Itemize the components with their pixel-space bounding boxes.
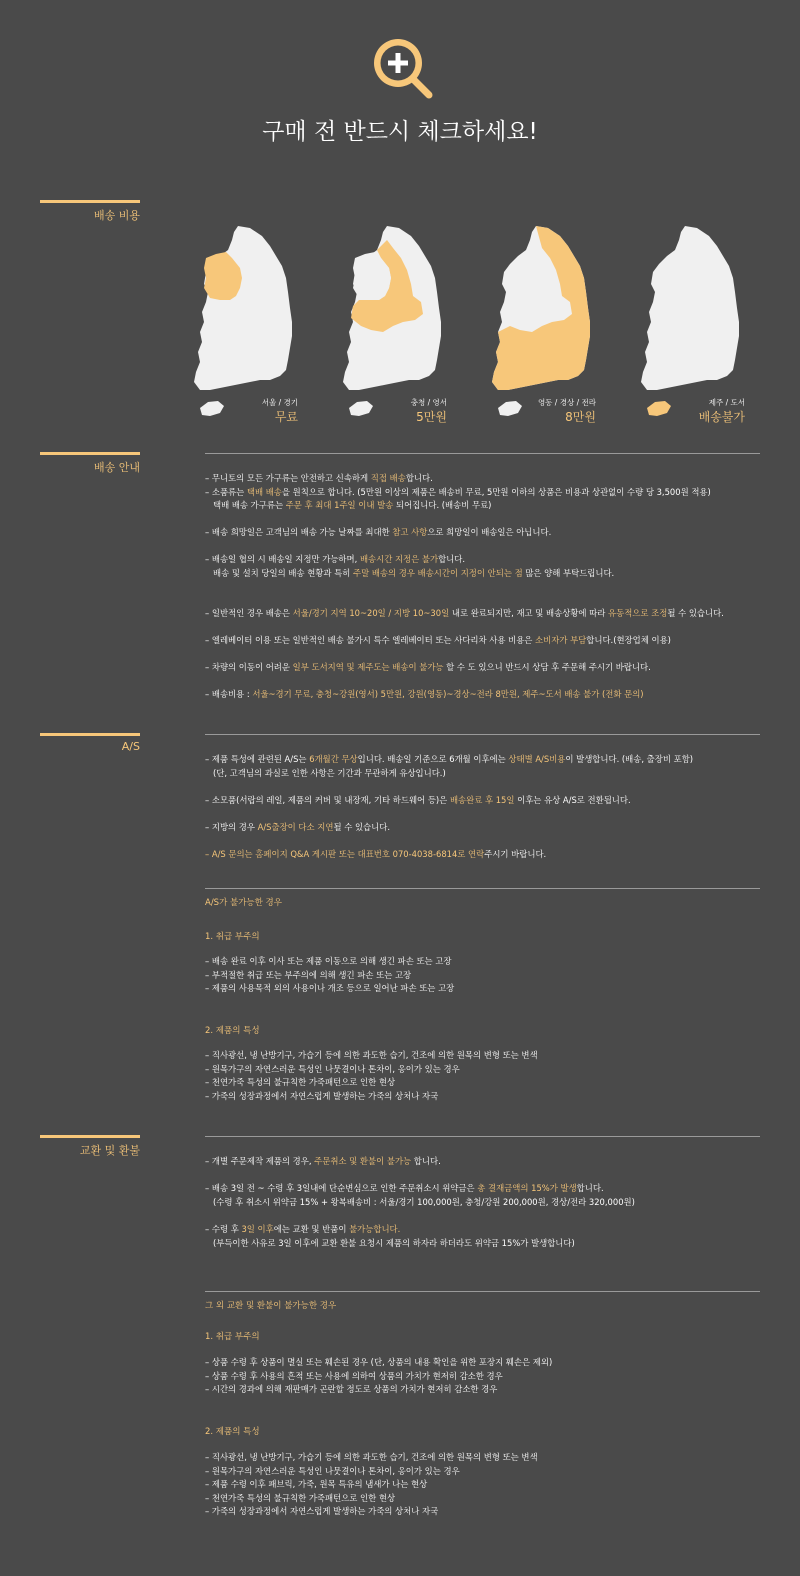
- highlight-text: – A/S 문의는 홈페이지 Q&A 게시판 또는 대표번호 070-4038-6814로 연락: [205, 849, 485, 859]
- highlight-text: 소비자가 부담: [535, 635, 587, 645]
- body-text: – 제품 수령 이후 패브릭, 가죽, 원목 특유의 냄새가 나는 현상: [205, 1479, 428, 1489]
- highlight-text: 불가능합니다.: [349, 1224, 401, 1234]
- map-jeju-islands: [639, 222, 749, 432]
- section-divider: [205, 734, 760, 735]
- body-text: – 상품 수령 후 사용의 흔적 또는 사용에 의하여 상품의 가치가 현저히 감소한 경우: [205, 1370, 503, 1381]
- text-line: [205, 1049, 765, 1063]
- text-line: [205, 1090, 765, 1104]
- exchange-p2: [205, 1182, 765, 1209]
- exchange-group1-list: [205, 1356, 765, 1397]
- exchange-group2-list: [205, 1451, 765, 1519]
- body-text: – 지방의 경우: [205, 822, 258, 832]
- body-text: – 배송비용 :: [205, 689, 253, 699]
- body-text: (단, 고객님의 과실로 인한 사항은 기간과 무관하게 유상입니다.): [205, 767, 446, 778]
- map-region-label: 제주 / 도서: [708, 398, 745, 407]
- section-divider: [205, 1291, 760, 1292]
- section-label-exchange: 교환 및 환불: [40, 1135, 140, 1158]
- text-line: [205, 1063, 765, 1077]
- text-line: [205, 955, 765, 969]
- text-line: [205, 1465, 765, 1479]
- page-title: 구매 전 반드시 체크하세요!: [262, 119, 538, 145]
- text-line: [205, 1505, 765, 1519]
- body-text: – 원목가구의 자연스러운 특성인 나뭇결이나 톤차이, 옹이가 있는 경우: [205, 1063, 460, 1074]
- body-text: 에는 교환 및 반품이: [273, 1224, 350, 1234]
- body-text: – 수령 후: [205, 1224, 242, 1234]
- body-text: 될 수 있습니다.: [667, 608, 724, 618]
- shipping-info-p3: [205, 553, 765, 580]
- highlight-text: 참고 사항: [392, 527, 428, 537]
- body-text: – 차량의 이동이 어려운: [205, 662, 293, 672]
- exchange-unavailable-title: 그 외 교환 및 환불이 불가능한 경우: [205, 1301, 337, 1311]
- body-text: 될 수 있습니다.: [333, 822, 390, 832]
- body-text: – 가죽의 성장과정에서 자연스럽게 발생하는 가죽의 상처나 자국: [205, 1506, 439, 1516]
- text-line: [205, 567, 765, 581]
- as-unavailable-title: A/S가 불가능한 경우: [205, 898, 282, 908]
- body-text: 내로 완료되지만, 재고 및 배송상황에 따라: [449, 608, 609, 618]
- shipping-info-p4: [205, 607, 765, 621]
- highlight-text: 주말 배송의 경우 배송시간이 지정이 안되는 점: [352, 567, 523, 578]
- body-text: – 엘레베이터 이용 또는 일반적인 배송 불가시 특수 엘레베이터 또는 사다리차 사용 비용은: [205, 635, 536, 645]
- body-text: – 시간의 경과에 의해 재판매가 곤란할 정도로 상품의 가치가 현저히 감소한 경우: [205, 1384, 498, 1394]
- text-line: [205, 499, 765, 513]
- magnifier-plus-icon: [372, 38, 436, 102]
- text-line: [205, 753, 765, 767]
- highlight-text: 배송시간 지정은 불가: [359, 554, 439, 564]
- text-line: [205, 1237, 765, 1251]
- body-text: 이 발생합니다. (배송, 출장비 포함): [565, 754, 694, 764]
- text-line: [205, 486, 765, 500]
- body-text: 배송 및 설치 당일의 배송 현황과 특히: [205, 567, 353, 578]
- text-line: [205, 607, 765, 621]
- text-line: [205, 1478, 765, 1492]
- text-line: [205, 472, 765, 486]
- highlight-text: 택배 배송: [246, 486, 282, 497]
- text-line: [205, 553, 765, 567]
- body-text: 많은 양해 부탁드립니다.: [522, 567, 615, 578]
- map-price-label: 5만원: [416, 410, 447, 424]
- body-text: – 가죽의 성장과정에서 자연스럽게 발생하는 가죽의 상처나 자국: [205, 1090, 439, 1101]
- section-label-shipping-info: 배송 안내: [40, 452, 140, 475]
- map-price-label: 배송불가: [698, 410, 745, 424]
- shipping-info-p7: [205, 688, 765, 702]
- as-p1: [205, 753, 765, 780]
- body-text: 합니다.: [405, 473, 433, 483]
- body-text: 택배 배송 가구류는: [205, 500, 286, 510]
- body-text: – 원목가구의 자연스러운 특성인 나뭇결이나 톤차이, 옹이가 있는 경우: [205, 1465, 460, 1476]
- body-text: 합니다.: [438, 554, 466, 564]
- body-text: 되어집니다. (배송비 무료): [393, 500, 492, 510]
- highlight-text: 상태별 A/S비용: [508, 754, 566, 764]
- section-label-shipping-cost: 배송 비용: [40, 200, 140, 223]
- section-divider: [205, 453, 760, 454]
- body-text: – 배송 3일 전 ~ 수령 후 3일내에 단순변심으로 인한 주문취소시 위약금은: [205, 1183, 478, 1193]
- body-text: – 직사광선, 냉 난방기구, 가습기 등에 의한 과도한 습기, 건조에 의한 원목의 변형 또는 변색: [205, 1050, 538, 1060]
- body-text: – 일반적인 경우 배송은: [205, 608, 293, 618]
- body-text: 합니다.(현장업체 이용): [586, 635, 671, 645]
- exchange-p1: [205, 1155, 765, 1169]
- body-text: 이후는 유상 A/S로 전환됩니다.: [514, 795, 631, 805]
- text-line: [205, 1182, 765, 1196]
- text-line: [205, 848, 765, 862]
- body-text: 합니다.: [576, 1183, 604, 1193]
- page-header: [0, 0, 800, 160]
- exchange-p3: [205, 1223, 765, 1250]
- body-text: – 개별 주문제작 제품의 경우,: [205, 1156, 315, 1166]
- section-label-as: A/S: [40, 733, 140, 753]
- body-text: – 소품류는: [205, 486, 247, 497]
- body-text: – 제품 특성에 관련된 A/S는: [205, 754, 310, 764]
- highlight-text: 총 결재금액의 15%가 발생: [477, 1183, 577, 1193]
- highlight-text: A/S출장이 다소 지연: [257, 822, 334, 832]
- body-text: 을 원칙으로 합니다. (5만원 이상의 제품은 배송비 무료, 5만원 이하의 상품은 비용과 상관없이 수량 당 3,500원 적용): [281, 486, 711, 497]
- highlight-text: 주문취소 및 환불이 불가능: [314, 1156, 412, 1166]
- text-line: [205, 1370, 765, 1384]
- highlight-text: 서울~경기 무료, 충청~강원(영서) 5만원, 강원(영동)~경상~전라 8만원, 제주~도서 배송 불가 (전화 문의): [252, 689, 644, 699]
- as-p4: [205, 848, 765, 862]
- body-text: – 배송 희망일은 고객님의 배송 가능 날짜를 최대한: [205, 527, 393, 537]
- body-text: – 상품 수령 후 상품이 멸실 또는 훼손된 경우 (단, 상품의 내용 확인을 위한 포장지 훼손은 제외): [205, 1357, 553, 1367]
- body-text: 으로 희망일이 배송일은 아닙니다.: [427, 527, 552, 537]
- text-line: [205, 526, 765, 540]
- text-line: [205, 1076, 765, 1090]
- text-line: [205, 1155, 765, 1169]
- as-group1-list: [205, 955, 765, 996]
- map-region-label: 영동 / 경상 / 전라: [537, 398, 596, 407]
- highlight-text: 서울/경기 지역 10~20일 / 지방 10~30일: [292, 608, 450, 618]
- shipping-info-p1: [205, 472, 765, 513]
- body-text: – 배송일 협의 시 배송일 지정만 가능하며,: [205, 554, 360, 564]
- highlight-text: 6개월간 무상: [309, 754, 358, 764]
- text-line: [205, 1196, 765, 1210]
- highlight-text: 유동적으로 조정: [608, 608, 668, 618]
- as-p3: [205, 821, 765, 835]
- as-group2-title: 2. 제품의 특성: [205, 1026, 260, 1036]
- body-text: – 직사광선, 냉 난방기구, 가습기 등에 의한 과도한 습기, 건조에 의한 원목의 변형 또는 변색: [205, 1452, 538, 1462]
- text-line: [205, 982, 765, 996]
- section-divider: [205, 888, 760, 889]
- body-text: 합니다.: [411, 1156, 441, 1166]
- text-line: [205, 969, 765, 983]
- text-line: [205, 794, 765, 808]
- text-line: [205, 661, 765, 675]
- as-group1-title: 1. 취급 부주의: [205, 932, 260, 942]
- map-seoul-gyeonggi: [192, 222, 302, 432]
- body-text: (부득이한 사유로 3일 이후에 교환 환불 요청시 제품의 하자라 하더라도 위약금 15%가 발생합니다): [205, 1237, 575, 1248]
- shipping-info-p2: [205, 526, 765, 540]
- map-chungcheong-yeongseo: [341, 222, 451, 432]
- map-region-label: 충청 / 영서: [410, 398, 447, 407]
- text-line: [205, 634, 765, 648]
- shipping-info-p5: [205, 634, 765, 648]
- text-line: [205, 1492, 765, 1506]
- section-divider: [205, 1136, 760, 1137]
- text-line: [205, 1356, 765, 1370]
- body-text: – 천연가죽 특성의 불규칙한 가죽패턴으로 인한 현상: [205, 1077, 396, 1087]
- highlight-text: 일부 도서지역 및 제주도는 배송이 불가능: [292, 662, 444, 672]
- body-text: 할 수 도 있으니 반드시 상담 후 주문해 주시기 바랍니다.: [443, 662, 651, 672]
- body-text: – 무니토의 모든 가구류는 안전하고 신속하게: [205, 473, 371, 483]
- text-line: [205, 688, 765, 702]
- body-text: – 천연가죽 특성의 불규칙한 가죽패턴으로 인한 현상: [205, 1492, 396, 1503]
- body-text: – 부적절한 취급 또는 부주의에 의해 생긴 파손 또는 고장: [205, 969, 412, 980]
- body-text: 입니다. 배송일 기준으로 6개월 이후에는: [357, 754, 509, 764]
- shipping-info-p6: [205, 661, 765, 675]
- text-line: [205, 1223, 765, 1237]
- body-text: 주시기 바랍니다.: [484, 849, 547, 859]
- as-p2: [205, 794, 765, 808]
- body-text: – 배송 완료 이후 이사 또는 제품 이동으로 의해 생긴 파손 또는 고장: [205, 956, 452, 966]
- highlight-text: 3일 이후: [241, 1224, 274, 1234]
- body-text: (수령 후 취소시 위약금 15% + 왕복배송비 : 서울/경기 100,000원, 충청/강원 200,000원, 경상/전라 320,000원): [205, 1196, 635, 1207]
- highlight-text: 주문 후 최대 1주일 이내 발송: [285, 500, 394, 510]
- highlight-text: 배송완료 후 15일: [449, 795, 515, 805]
- map-price-label: 8만원: [565, 410, 596, 424]
- text-line: [205, 1383, 765, 1397]
- text-line: [205, 767, 765, 781]
- exchange-group2-title: 2. 제품의 특성: [205, 1427, 260, 1437]
- body-text: – 소모품(서랍의 레일, 제품의 커버 및 내장재, 기타 하드웨어 등)은: [205, 795, 450, 805]
- highlight-text: 직접 배송: [370, 473, 406, 483]
- map-yeongdong-gyeongsang-jeolla: [490, 222, 600, 432]
- text-line: [205, 1451, 765, 1465]
- text-line: [205, 821, 765, 835]
- exchange-group1-title: 1. 취급 부주의: [205, 1332, 260, 1342]
- map-price-label: 무료: [274, 410, 298, 424]
- body-text: – 제품의 사용목적 외의 사용이나 개조 등으로 일어난 파손 또는 고장: [205, 983, 455, 993]
- as-group2-list: [205, 1049, 765, 1103]
- map-region-label: 서울 / 경기: [261, 398, 298, 407]
